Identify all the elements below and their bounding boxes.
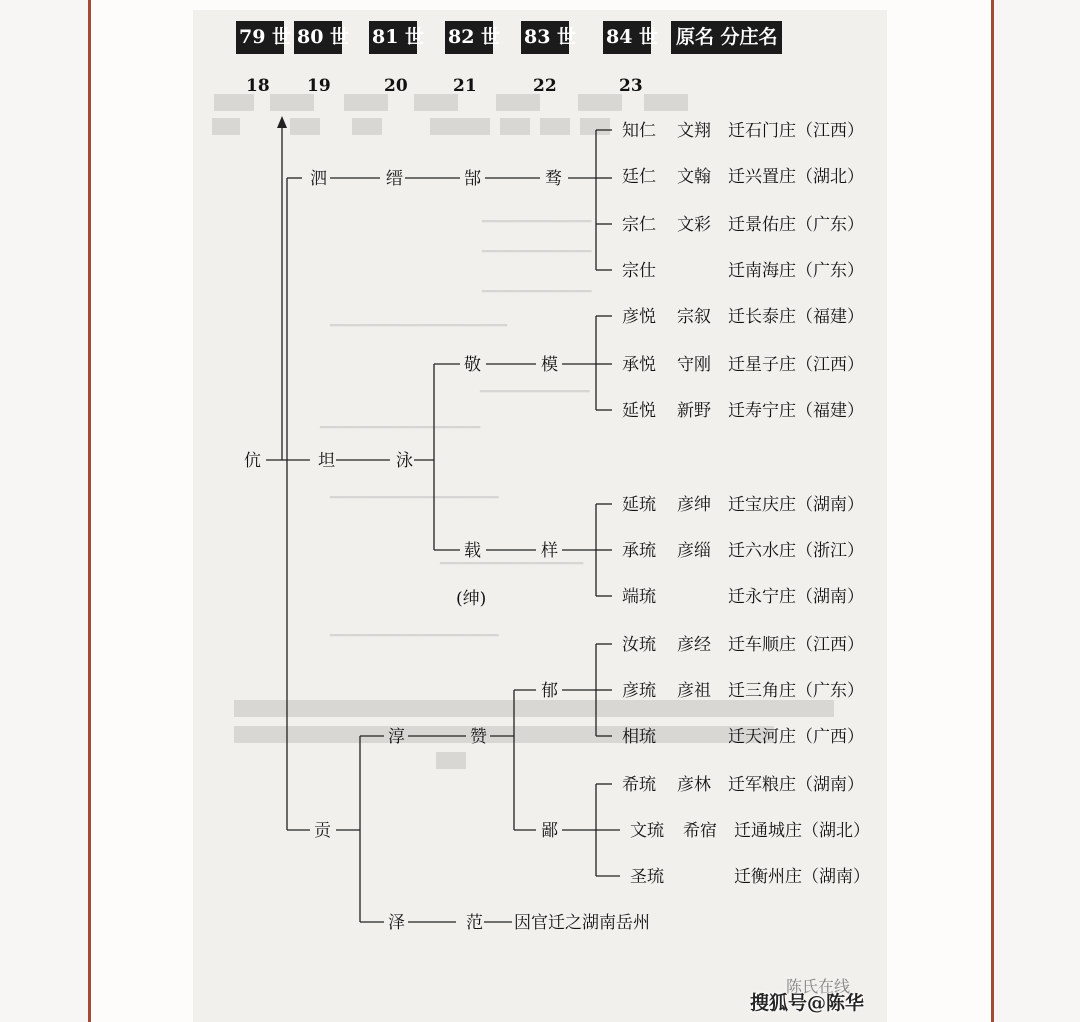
watermark-source: 陈氏在线 [786, 977, 851, 996]
leaf-branch: 迁长泰庄（福建） [728, 307, 864, 327]
gen21-node: 载 [464, 541, 481, 561]
generation-header-81: 81 世 [369, 21, 417, 54]
leaf-name: 相琉 [622, 727, 656, 747]
leaf-name: 端琉 [622, 587, 656, 607]
leaf-orig: 彦经 [677, 635, 711, 655]
generation-number: 23 [619, 76, 643, 96]
leaf-orig: 彦林 [677, 775, 711, 795]
gen20-node: 淳 [388, 727, 405, 747]
leaf-branch: 迁三角庄（广东） [728, 681, 864, 701]
leaf-name: 彦悦 [622, 307, 656, 327]
gen20-node: 泳 [396, 451, 413, 471]
gen22-node: 样 [541, 541, 558, 561]
leaf-branch: 迁景佑庄（广东） [728, 215, 864, 235]
generation-number: 22 [533, 76, 557, 96]
gen21-node: (绅) [456, 589, 487, 609]
leaf-orig: 希宿 [683, 821, 717, 841]
leaf-branch: 迁天河庄（广西） [728, 727, 864, 747]
generation-header-79: 79 世 [236, 21, 284, 54]
gen22-node: 骛 [545, 169, 562, 189]
gen21-node: 敬 [464, 355, 481, 375]
gen21-node: 赞 [470, 727, 487, 747]
leaf-orig: 守刚 [677, 355, 711, 375]
gen21-node: 范 [466, 913, 483, 933]
leaf-orig: 文翔 [677, 121, 711, 141]
leaf-orig: 彦缁 [677, 541, 711, 561]
gen19-node: 泗 [310, 169, 327, 189]
leaf-branch: 迁衡州庄（湖南） [734, 867, 870, 887]
leaf-name: 彦琉 [622, 681, 656, 701]
leaf-branch: 迁车顺庄（江西） [728, 635, 864, 655]
leaf-orig: 文彩 [677, 215, 711, 235]
leaf-branch: 迁宝庆庄（湖南） [728, 495, 864, 515]
gen19-node: 贡 [314, 821, 331, 841]
generation-number: 21 [453, 76, 477, 96]
leaf-name: 承琉 [622, 541, 656, 561]
generation-header-84: 84 世 [603, 21, 651, 54]
leaf-name: 希琉 [622, 775, 656, 795]
generation-header-80: 80 世 [294, 21, 342, 54]
leaf-branch: 迁南海庄（广东） [728, 261, 864, 281]
leaf-rows [622, 121, 870, 887]
original-name-header: 原名 [671, 21, 719, 54]
leaf-name: 汝琉 [622, 635, 656, 655]
leaf-orig: 文翰 [677, 167, 711, 187]
arrow-up-icon [277, 116, 287, 128]
leaf-branch: 迁通城庄（湖北） [734, 821, 870, 841]
generation-header-83: 83 世 [521, 21, 569, 54]
gen22-node: 郁 [541, 681, 558, 701]
leaf-orig: 彦绅 [677, 495, 711, 515]
leaf-orig: 彦祖 [677, 681, 711, 701]
leaf-branch: 迁寿宁庄（福建） [728, 401, 864, 421]
leaf-branch: 迁永宁庄（湖南） [728, 587, 864, 607]
leaf-branch: 迁六水庄（浙江） [728, 541, 864, 561]
leaf-branch: 迁军粮庄（湖南） [728, 775, 864, 795]
leaf-branch: 迁星子庄（江西） [728, 355, 864, 375]
gen22-node: 模 [541, 355, 558, 375]
leaf-name: 承悦 [622, 355, 656, 375]
leaf-name: 文琉 [630, 821, 664, 841]
generation-number: 20 [384, 76, 408, 96]
tree-lines [266, 126, 620, 922]
root-node: 伉 [244, 451, 261, 471]
gen21-node: 郜 [464, 169, 481, 189]
leaf-name: 知仁 [622, 121, 656, 141]
leaf-name: 宗仁 [622, 215, 656, 235]
leaf-name: 宗仕 [622, 261, 656, 281]
generation-number: 19 [307, 76, 331, 96]
leaf-branch: 迁石门庄（江西） [728, 121, 864, 141]
leaf-name: 廷仁 [622, 167, 656, 187]
migration-note: 因官迁之湖南岳州 [514, 913, 650, 933]
leaf-orig: 新野 [677, 401, 711, 421]
watermark-author: 搜狐号@陈华 [750, 992, 865, 1014]
leaf-name: 圣琉 [630, 867, 664, 887]
gen20-node: 缙 [386, 169, 403, 189]
gen20-node: 泽 [388, 913, 405, 933]
leaf-name: 延琉 [622, 495, 656, 515]
leaf-name: 延悦 [622, 401, 656, 421]
leaf-branch: 迁兴置庄（湖北） [728, 167, 864, 187]
gen19-node: 坦 [318, 451, 335, 471]
branch-name-header: 分庄名 [716, 21, 782, 54]
leaf-orig: 宗叙 [677, 307, 711, 327]
generation-header-82: 82 世 [445, 21, 493, 54]
generation-number: 18 [246, 76, 270, 96]
gen22-node: 鄙 [541, 821, 558, 841]
